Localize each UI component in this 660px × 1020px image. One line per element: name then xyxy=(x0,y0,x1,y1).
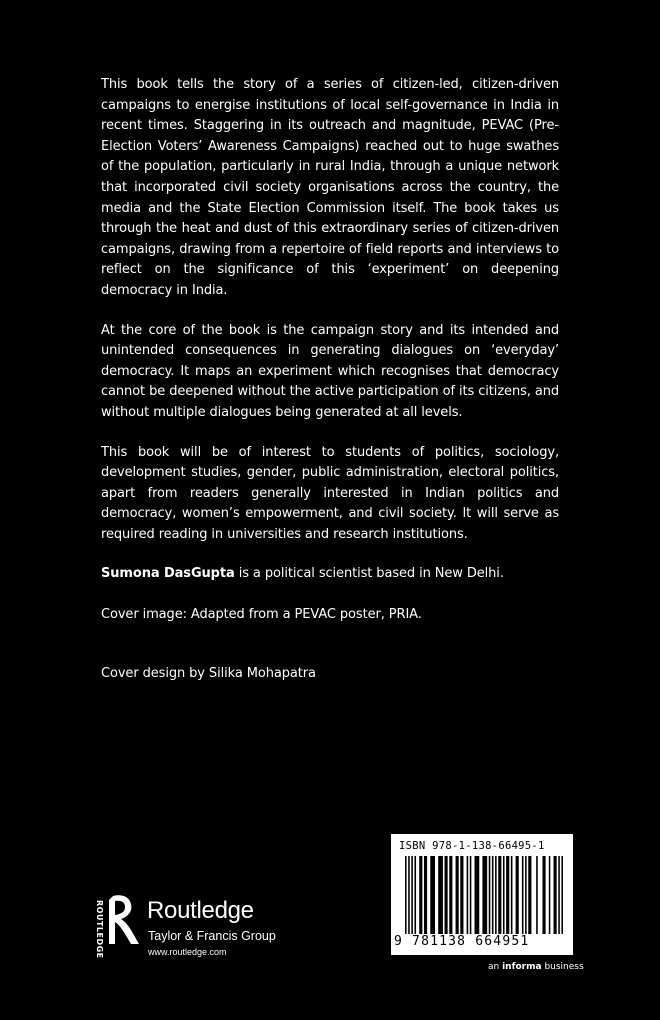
barcode-bar xyxy=(542,856,545,934)
blurb-paragraph-2: At the core of the book is the campaign story and its intended and unintended consequences in generating dialogues on ‘everyday’ democracy. It maps an experiment which recognises that democracy cannot be deepened without the active participation of its citizens, and without multiple dialogues being generated at all levels. xyxy=(101,322,559,420)
barcode-bar xyxy=(411,856,413,934)
back-cover-blurb xyxy=(101,75,559,703)
barcode-bar xyxy=(536,856,538,934)
barcode-bar xyxy=(511,856,513,934)
barcode-bar xyxy=(419,856,422,934)
barcode-bar xyxy=(506,856,509,934)
informa-post: business xyxy=(541,962,584,972)
barcode-bar xyxy=(475,856,480,934)
barcode-bar xyxy=(482,856,487,934)
cover-image-credit: Cover image: Adapted from a PEVAC poster, PRIA. xyxy=(101,607,422,623)
barcode-bar xyxy=(525,856,527,934)
routledge-vertical-text: ROUTLEDGE xyxy=(95,900,104,959)
barcode-bar xyxy=(489,856,491,934)
barcode-bar xyxy=(561,856,563,934)
blurb-paragraph-3: This book will be of interest to students of politics, sociology, development studies, gender, public administration, electoral politics, apart from readers generally interested in Indian politics and democracy, women’s empowerment, and civil society. It will serve as required reading in universities and research institutions. xyxy=(101,444,559,542)
barcode-bar xyxy=(414,856,416,934)
publisher-group: Taylor & Francis Group xyxy=(148,929,276,943)
barcode-bar xyxy=(528,856,531,934)
author-bio xyxy=(101,564,559,585)
author-bio-text: is a political scientist based in New Delhi. xyxy=(234,566,504,582)
barcode-bar xyxy=(549,856,551,934)
barcode-digits: 9 781138 664951 xyxy=(394,934,530,949)
barcode-bar xyxy=(438,856,443,934)
informa-bold: informa xyxy=(502,962,542,972)
informa-pre: an xyxy=(488,962,503,972)
barcode-bar xyxy=(445,856,448,934)
barcode-bars xyxy=(405,856,563,934)
barcode-bar xyxy=(467,856,469,934)
barcode-bar xyxy=(449,856,452,934)
cover-design-credit: Cover design by Silika Mohapatra xyxy=(101,665,316,681)
barcode-bar xyxy=(405,856,407,934)
author-name: Sumona DasGupta xyxy=(101,566,235,582)
barcode-bar xyxy=(460,856,463,934)
publisher-url: www.routledge.com xyxy=(148,947,227,957)
informa-tagline xyxy=(488,962,584,972)
isbn-number: ISBN 978-1-138-66495-1 xyxy=(399,840,545,852)
barcode-bar xyxy=(516,856,519,934)
publisher-name: Routledge xyxy=(147,897,254,924)
blurb-paragraph-1: This book tells the story of a series of citizen-led, citizen-driven campaigns to energise institutions of local self-governance in India in recent times. Staggering in its outreach and magnitude, PEVAC (Pre-Election Voters’ Awareness Campaigns) reached out to huge swathes of the population, particularly in rural India, through a unique network that incorporated civil society organisations across the country, the media and the State Election Commission itself. The book takes us through the heat and dust of this extraordinary series of citizen-driven campaigns, drawing from a repertoire of field reports and interviews to reflect on the significance of this ‘experiment’ on deepening democracy in India. xyxy=(101,77,559,298)
barcode-bar xyxy=(503,856,505,934)
routledge-logo-icon xyxy=(99,892,145,948)
barcode-bar xyxy=(492,856,494,934)
barcode-bar xyxy=(424,856,427,934)
barcode-bar xyxy=(456,856,459,934)
isbn-barcode xyxy=(389,832,575,957)
barcode-bar xyxy=(470,856,472,934)
barcode-bar xyxy=(495,856,497,934)
barcode-bar xyxy=(554,856,557,934)
barcode-bar xyxy=(522,856,524,934)
barcode-bar xyxy=(498,856,501,934)
barcode-bar xyxy=(430,856,435,934)
barcode-bar xyxy=(408,856,410,934)
barcode-bar xyxy=(558,856,560,934)
